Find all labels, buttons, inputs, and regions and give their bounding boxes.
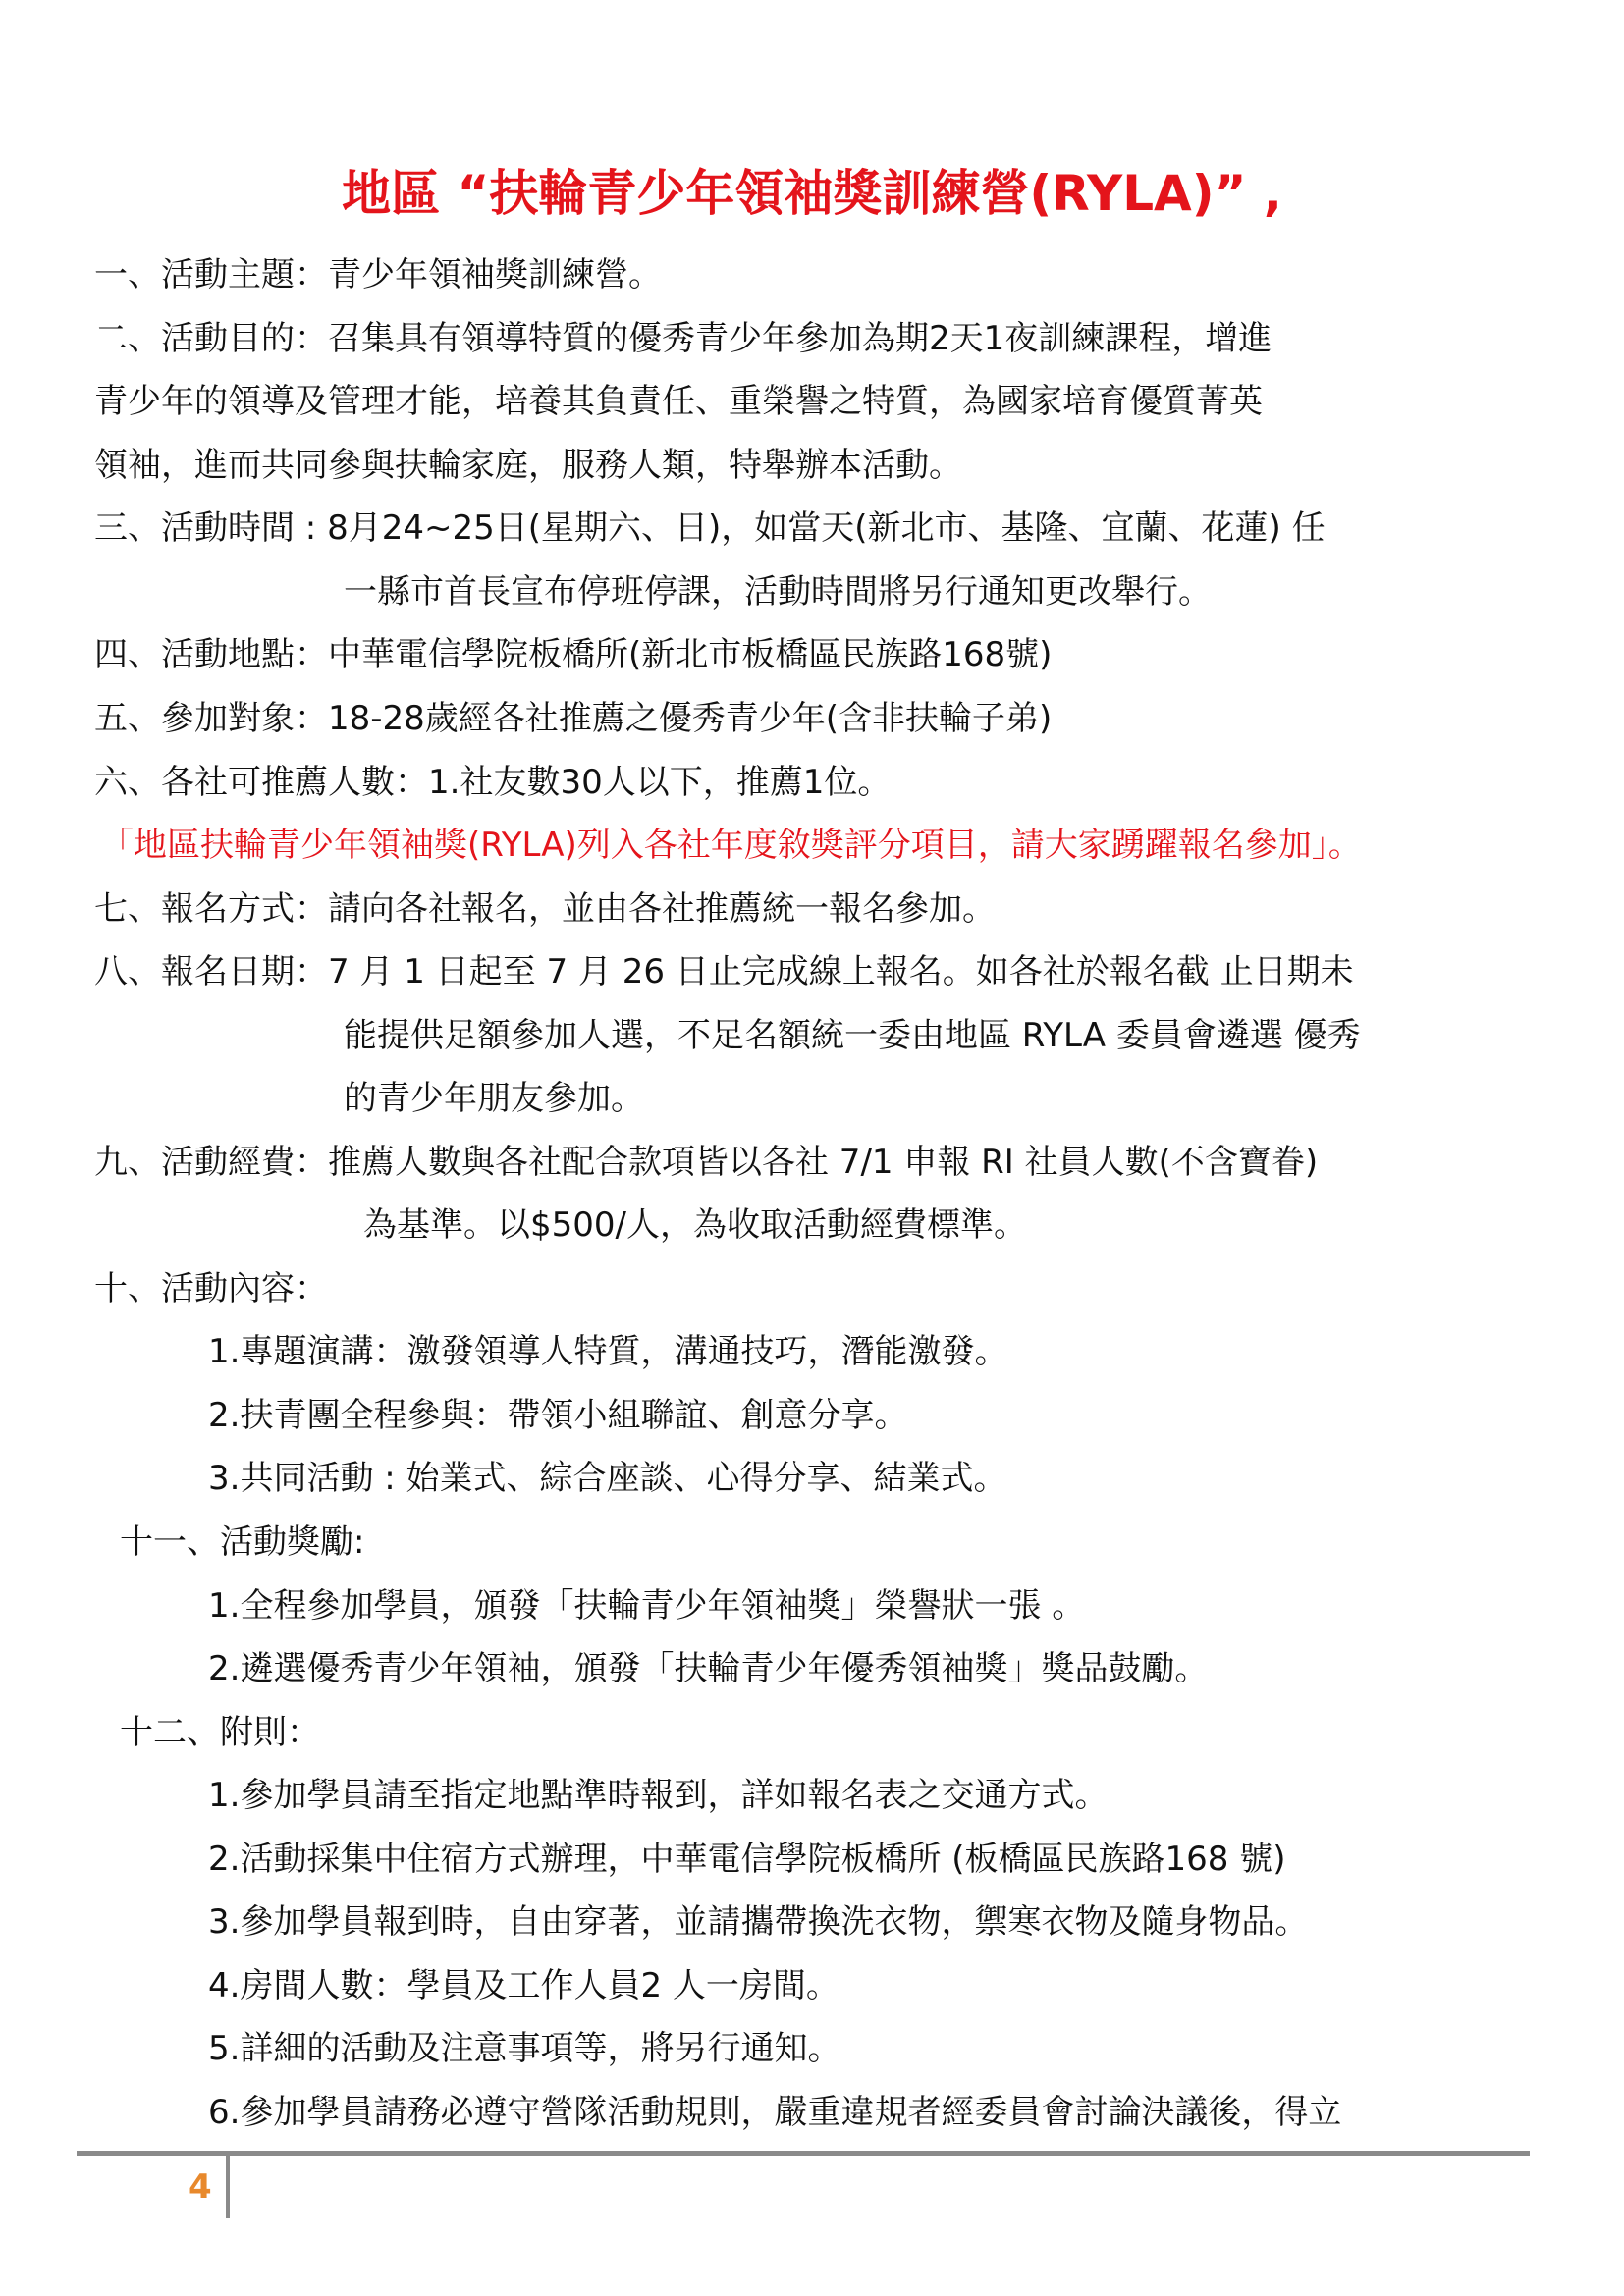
section-4-location: 四、活動地點：中華電信學院板橋所(新北市板橋區民族路168號) bbox=[94, 635, 1053, 674]
section-1-theme: 一、活動主題：青少年領袖獎訓練營。 bbox=[94, 255, 662, 294]
section-8-registration-date-cont-1: 能提供足額參加人選，不足名額統一委由地區 RYLA 委員會遴選 優秀 bbox=[344, 1016, 1361, 1055]
section-8-registration-date-cont-2: 的青少年朋友參加。 bbox=[344, 1079, 644, 1118]
section-3-time: 三、活動時間 : 8月24~25日(星期六、日)，如當天(新北市、基隆、宜蘭、花蓮) 任 bbox=[94, 508, 1326, 548]
rule-item-5: 5.詳細的活動及注意事項等，將另行通知。 bbox=[208, 2029, 841, 2068]
rule-item-2: 2.活動採集中住宿方式辦理，中華電信學院板橋所 (板橋區民族路168 號) bbox=[208, 1840, 1286, 1879]
footer-rule bbox=[77, 2151, 1530, 2156]
section-11-rewards: 十一、活動獎勵: bbox=[120, 1522, 365, 1562]
section-9-fees-cont: 為基準。以$500/人，為收取活動經費標準。 bbox=[363, 1205, 1027, 1245]
section-7-registration-method: 七、報名方式：請向各社報名，並由各社推薦統一報名參加。 bbox=[94, 889, 996, 929]
footer-divider bbox=[226, 2156, 230, 2218]
rule-item-4: 4.房間人數：學員及工作人員2 人一房間。 bbox=[208, 1966, 839, 2005]
section-5-participants: 五、參加對象：18-28歲經各社推薦之優秀青少年(含非扶輪子弟) bbox=[94, 699, 1053, 738]
section-2-purpose: 二、活動目的：召集具有領導特質的優秀青少年參加為期2天1夜訓練課程，增進 bbox=[94, 319, 1272, 358]
section-2-purpose-cont-1: 青少年的領導及管理才能，培養其負責任、重榮譽之特質，為國家培育優質菁英 bbox=[94, 382, 1263, 421]
highlight-notice: 「地區扶輪青少年領袖獎(RYLA)列入各社年度敘獎評分項目，請大家踴躍報名參加」。 bbox=[100, 826, 1362, 865]
section-3-time-cont: 一縣市首長宣布停班停課，活動時間將另行通知更改舉行。 bbox=[344, 572, 1212, 612]
section-9-fees: 九、活動經費：推薦人數與各社配合款項皆以各社 7/1 申報 RI 社員人數(不含寶眷) bbox=[94, 1143, 1319, 1182]
section-2-purpose-cont-2: 領袖，進而共同參與扶輪家庭，服務人類，特舉辦本活動。 bbox=[94, 446, 962, 485]
section-12-rules: 十二、附則： bbox=[120, 1713, 320, 1752]
rule-item-6: 6.參加學員請務必遵守營隊活動規則，嚴重違規者經委員會討論決議後，得立 bbox=[208, 2093, 1342, 2132]
section-8-registration-date: 八、報名日期：7 月 1 日起至 7 月 26 日止完成線上報名。如各社於報名截 止日期未 bbox=[94, 952, 1354, 991]
content-item-3: 3.共同活動 : 始業式、綜合座談、心得分享、結業式。 bbox=[208, 1459, 1007, 1498]
content-item-1: 1.專題演講：激發領導人特質，溝通技巧，潛能激發。 bbox=[208, 1332, 1008, 1371]
page-number: 4 bbox=[189, 2167, 212, 2207]
content-item-2: 2.扶青團全程參與：帶領小組聯誼、創意分享。 bbox=[208, 1396, 908, 1435]
section-10-content: 十、活動內容： bbox=[94, 1269, 328, 1308]
rule-item-3: 3.參加學員報到時，自由穿著，並請攜帶換洗衣物，禦寒衣物及隨身物品。 bbox=[208, 1902, 1309, 1942]
rule-item-1: 1.參加學員請至指定地點準時報到，詳如報名表之交通方式。 bbox=[208, 1776, 1109, 1815]
section-6-quota: 六、各社可推薦人數：1.社友數30人以下，推薦1位。 bbox=[94, 763, 892, 802]
document-title: 地區 “扶輪青少年領袖獎訓練營(RYLA)” , bbox=[342, 165, 1282, 222]
reward-item-1: 1.全程參加學員，頒發「扶輪青少年領袖獎」榮譽狀一張 。 bbox=[208, 1586, 1086, 1626]
reward-item-2: 2.遴選優秀青少年領袖，頒發「扶輪青少年優秀領袖獎」獎品鼓勵。 bbox=[208, 1649, 1209, 1688]
